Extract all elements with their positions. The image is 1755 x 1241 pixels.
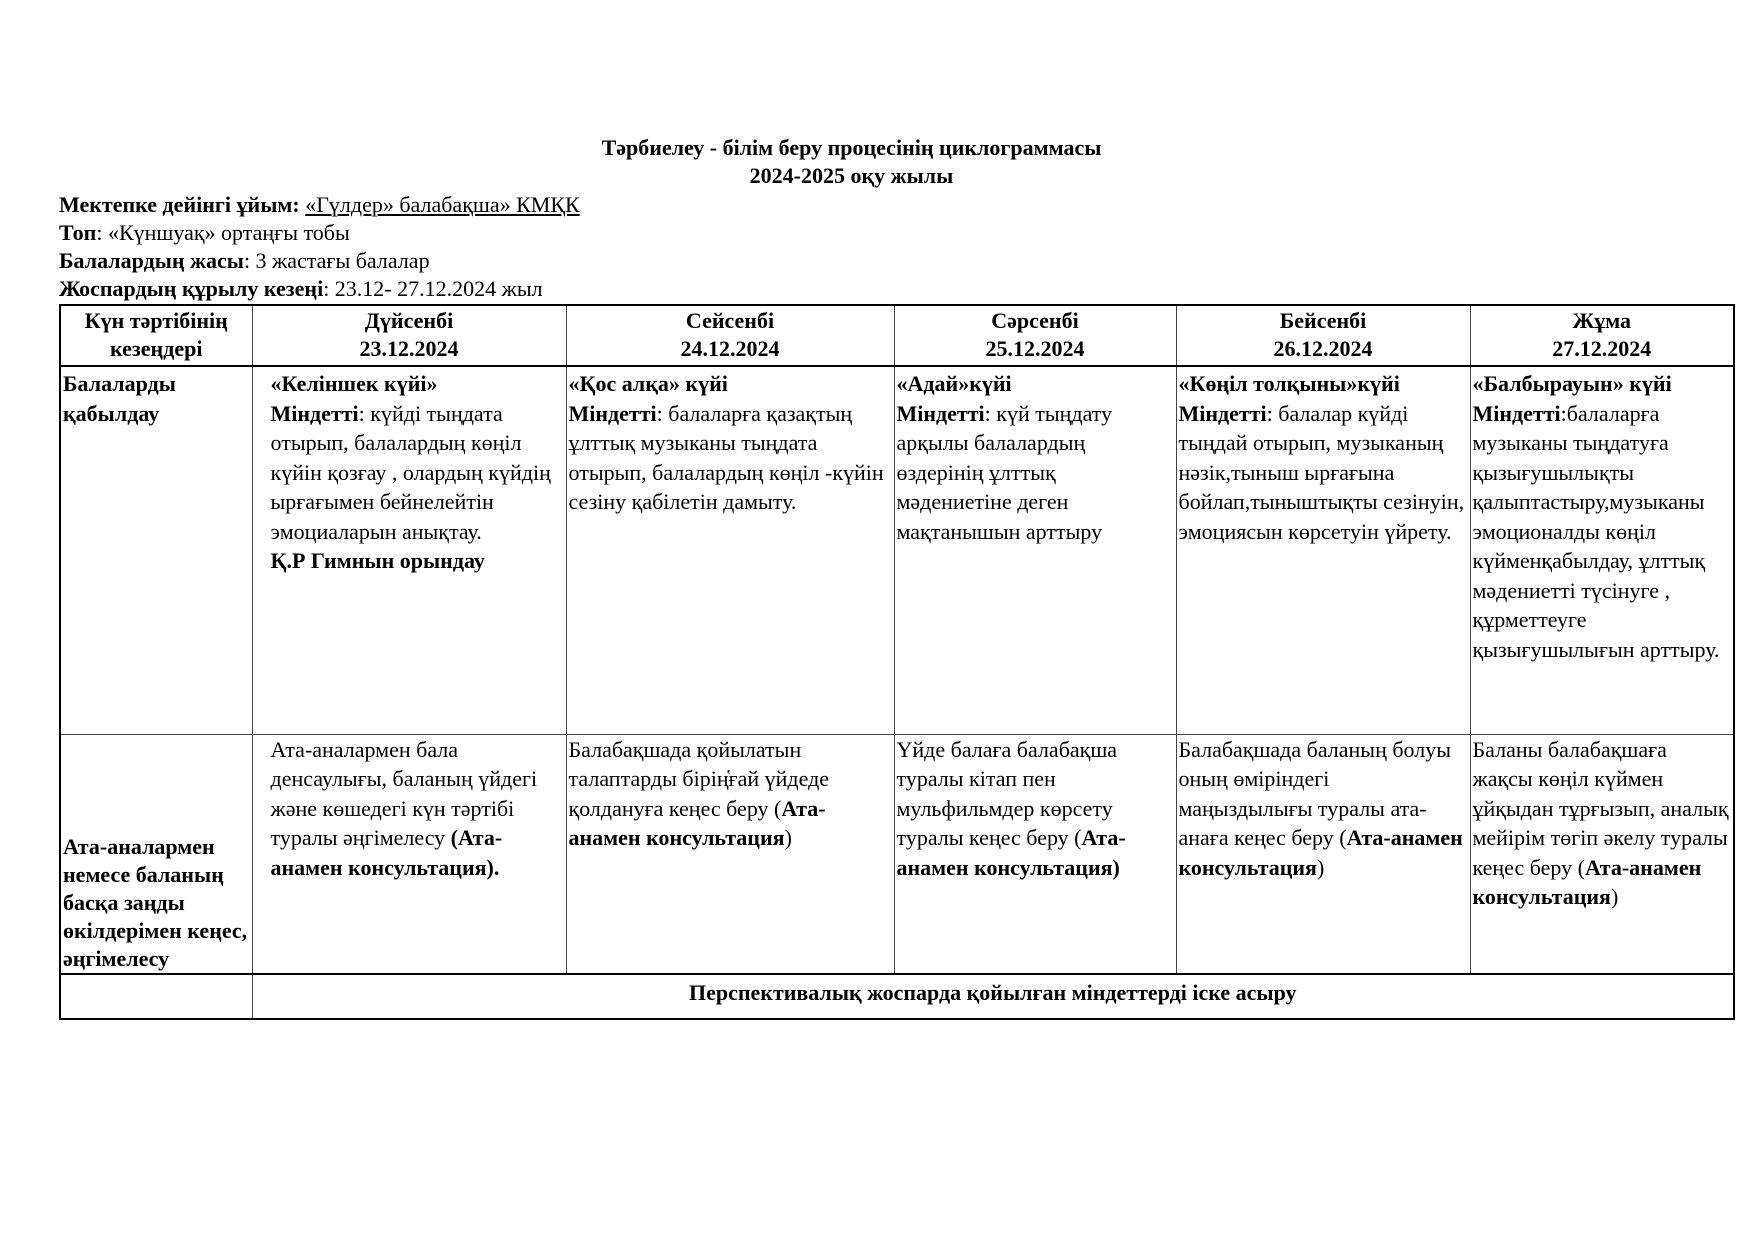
meta-organization — [59, 191, 580, 219]
stage-cell-reception: Балаларды қабылдау — [60, 366, 252, 734]
day-name: Бейсенбі — [1279, 308, 1367, 333]
task-label: Міндетті — [1178, 400, 1267, 426]
activity-cell-wednesday — [894, 366, 1176, 734]
activity-cell-thursday — [1176, 366, 1470, 734]
consult-cell-wednesday — [894, 734, 1176, 974]
consult-cell-tuesday — [566, 734, 894, 974]
task-text: : күй тыңдату арқылы балалардың өздерінің ұлттық мәдениетіне деген мақтанышын арттыру — [896, 400, 1113, 544]
group-label: Топ — [59, 220, 97, 245]
age-value: : 3 жастағы балалар — [243, 248, 430, 273]
org-value: «Гүлдер» балабақша» КМҚК — [305, 192, 580, 217]
day-date: 25.12.2024 — [985, 336, 1085, 361]
task-text: : күйді тыңдата отырып, балалардың көңіл күйін қозғау , олардың күйдің ырғағымен бейнелейтін эмоциаларын анықтау. — [270, 400, 551, 544]
consult-text: Ата-аналармен бала денсаулығы, баланың үйдегі және көшедегі күн тәртібі туралы әңгімелесу — [270, 736, 538, 851]
day-date: 24.12.2024 — [680, 336, 780, 361]
consult-bold: Ата-анамен консультация) — [896, 825, 1126, 880]
table-row-parents — [60, 734, 1734, 974]
table-header-row — [60, 305, 1734, 366]
day-name: Сейсенбі — [685, 308, 775, 333]
document-title: Тәрбиелеу - білім беру процесінің циклограммасы — [601, 135, 1102, 160]
task-text: : балалар күйді тыңдай отырып, музыканың нәзік,тыныш ырғағына бойлап,тыныштықты сезінуін, эмоциясын көрсетуін үйрету. — [1178, 400, 1465, 544]
task-text: : балаларға қазақтың ұлттық музыканы тыңдата отырып, балалардың көңіл -күйін сезіну қабілетін дамыту. — [568, 400, 884, 515]
meta-group — [59, 219, 350, 247]
day-date: 27.12.2024 — [1552, 336, 1652, 361]
perspective-plan-cell: Перспективалық жоспарда қойылған міндеттерді іске асыру — [252, 974, 1734, 1019]
meta-age — [59, 247, 430, 275]
day-name: Жұма — [1572, 308, 1632, 333]
task-label: Міндетті — [270, 400, 359, 426]
consult-bold: Ата-анамен консультация — [568, 795, 826, 851]
music-title: «Адай»күйі — [896, 371, 1012, 397]
consult-bold: Ата-анамен консультация — [1472, 854, 1702, 910]
cyclogram-table — [59, 304, 1735, 1020]
stage-column-header: Күн тәртібінің кезеңдері — [60, 305, 252, 366]
music-title: «Келіншек күйі» — [270, 371, 438, 397]
stage-cell-empty — [60, 974, 252, 1019]
period-value: : 23.12- 27.12.2024 жыл — [323, 276, 543, 301]
task-label: Міндетті — [896, 400, 985, 426]
day-date: 23.12.2024 — [359, 336, 459, 361]
consult-bold: (Ата-анамен консультация). — [270, 825, 503, 880]
task-text: :балаларға музыканы тыңдатуға қызығушылықты қалыптастыру,музыканы эмоционалды көңіл күйменқабылдау, ұлттық мәдениетті түсінуге , құрметтеуге қызығушылығын арттыру. — [1472, 400, 1720, 662]
day-name: Сәрсенбі — [991, 308, 1079, 333]
org-label: Мектепке дейінгі ұйым: — [59, 192, 300, 217]
stage-cell-parents: Ата-аналармен немесе баланың басқа заңды өкілдерімен кеңес, әңгімелесу — [60, 734, 252, 974]
consult-tail: ) — [1610, 884, 1619, 910]
music-title: «Балбырауын» күйі — [1472, 371, 1672, 397]
consult-tail: ) — [784, 825, 792, 851]
day-header-thursday — [1176, 305, 1470, 366]
anthem-note: Қ.Р Гимнын орындау — [270, 548, 485, 574]
meta-period — [59, 275, 543, 303]
consult-cell-monday — [252, 734, 566, 974]
music-title: «Қос алқа» күйі — [568, 371, 728, 397]
day-header-wednesday — [894, 305, 1176, 366]
period-label: Жоспардың құрылу кезеңі — [59, 276, 324, 301]
academic-year: 2024-2025 оқу жылы — [749, 163, 954, 188]
task-label: Міндетті — [1472, 400, 1561, 426]
task-label: Міндетті — [568, 400, 657, 426]
day-name: Дүйсенбі — [364, 308, 454, 333]
consult-text: Үйде балаға балабақша туралы кітап пен мульфильмдер көрсету туралы кеңес беру ( — [896, 736, 1118, 851]
consult-text: Балабақшада қойылатын талаптарды бірің҅ғай үйдеде қолдануға кеңес беру ( — [568, 736, 830, 821]
consult-bold: Ата-анамен консультация — [1178, 825, 1463, 880]
consult-cell-friday — [1470, 734, 1734, 974]
consult-text: Баланы балабақшаға жақсы көңіл күймен ұйқыдан тұрғызып, аналық мейірім төгіп әкелу туралы кеңес беру ( — [1472, 736, 1729, 880]
day-header-tuesday — [566, 305, 894, 366]
consult-tail: ) — [1316, 854, 1325, 880]
activity-cell-friday — [1470, 366, 1734, 734]
table-row-perspective — [60, 974, 1734, 1019]
music-title: «Көңіл толқыны»күйі — [1178, 371, 1400, 397]
day-date: 26.12.2024 — [1273, 336, 1373, 361]
day-header-friday — [1470, 305, 1734, 366]
age-label: Балалардың жасы — [59, 248, 244, 273]
table-row-reception — [60, 366, 1734, 734]
day-header-monday — [252, 305, 566, 366]
activity-cell-monday — [252, 366, 566, 734]
consult-text: Балабақшада баланың болуы оның өміріндегі маңыздылығы туралы ата-анаға кеңес беру ( — [1178, 736, 1452, 851]
activity-cell-tuesday — [566, 366, 894, 734]
consult-cell-thursday — [1176, 734, 1470, 974]
group-value: : «Күншуақ» ортаңғы тобы — [96, 220, 350, 245]
